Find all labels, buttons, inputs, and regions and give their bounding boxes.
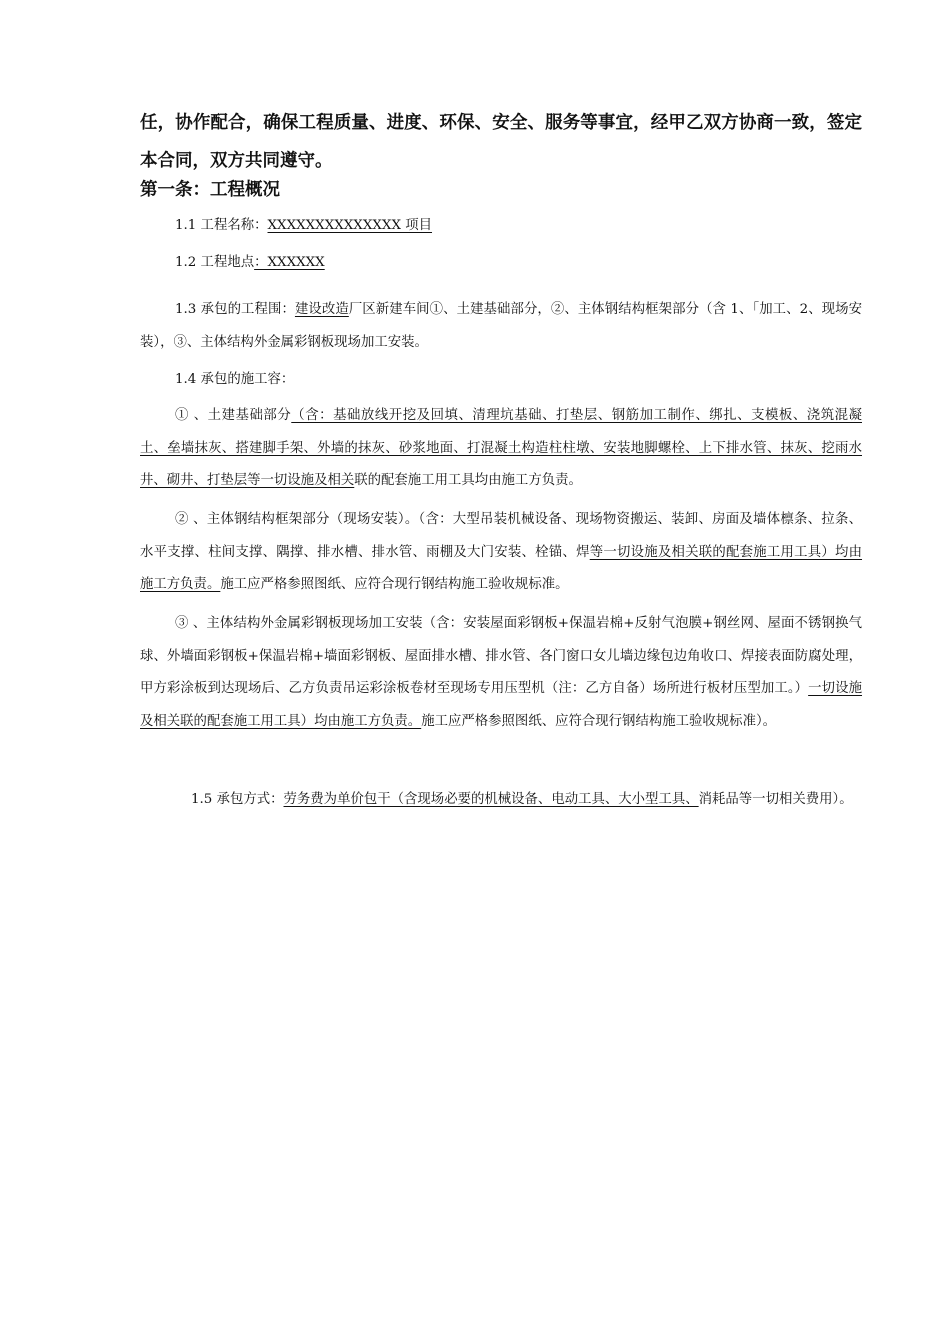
item-content-2-steel [140,504,862,602]
item-1-2-project-location [140,251,862,275]
item-1-1-project-name [140,214,862,238]
item-content-3-underlined: 一切设施及相关联的配套施工用工具）均由施工方负责。 [140,681,863,729]
item-content-1-text: 联的配套施工用工具均由施工方负责。 [354,473,582,488]
item-1-3-underlined: 建设改造 [294,302,349,317]
article-1-heading: 第一条：工程概况 [140,180,280,200]
item-content-1-underlined: （含：基础放线开挖及回填、清理坑基础、打垫层、钢筋加工制作、绑扎、支模板、浇筑混凝土、垒墙抹灰、搭建脚手架、外墙的抹灰、砂浆地面、打混凝土构造柱柱墩、安装地脚螺栓、上下排水管、抹灰、挖雨水井、砌井、打垫层等一切设施及相关 [140,408,862,488]
item-content-3-cladding [140,608,862,738]
item-content-2-text: 施工应严格参照图纸、应符合现行钢结构施工验收规标准。 [220,577,569,592]
item-1-2-label: 1.2 工程地点 [175,255,255,270]
item-content-1-civil [140,400,862,498]
item-1-3-label: 1.3 承包的工程围： [175,302,295,317]
item-1-1-label: 1.1 工程名称： [175,218,268,233]
item-1-1-value: XXXXXXXXXXXXXX 项目 [267,218,433,233]
item-content-1-lead: ① 、土建基础部分 [175,408,292,423]
item-1-4-content: 1.4 承包的施工容： [175,372,295,387]
item-content-2-lead: ② 、主体钢结构框架部分（现场安装）。（含：大型吊装机械设备、现场物资搬运、装卸、房面及墙体檩条、拉条、水平支撑、柱间支撑、隅撑、排水槽、排水管、雨棚及大门安装、栓锚、焊 [140,512,862,560]
item-content-2-underlined: 等一切设施及相关联的配套施工用工具）均由施工方负责。 [140,544,863,592]
item-1-5-contract-method [140,784,862,817]
item-content-3-text: 施工应严格参照图纸、应符合现行钢结构施工验收规标准）。 [421,713,777,729]
item-1-5-text: 消耗品等一切相关费用）。 [698,792,853,807]
item-1-3-text: 厂区新建车间①、土建基础部分，②、主体钢结构框架部分（含 1、「加工、2、现场安装），③、主体结构外金属彩钢板现场加工安装。 [140,302,863,350]
item-1-5-underlined: 劳务费为单价包干（含现场必要的机械设备、电动工具、大小型工具、 [283,792,699,807]
intro-paragraph: 任，协作配合，确保工程质量、进度、环保、安全、服务等事宜，经甲乙双方协商一致，签定本合同，双方共同遵守。 [140,113,862,171]
item-1-3-scope [140,294,862,359]
item-1-2-value: ：XXXXXX [254,255,325,270]
item-content-3-lead: ③ 、主体结构外金属彩钢板现场加工安装（含：安装屋面彩钢板+保温岩棉+反射气泡膜+钢丝网、屋面不锈钢换气球、外墙面彩钢板+保温岩棉+墙面彩钢板、屋面排水槽、排水管、各门窗口女儿墙边缘包边角收口、焊接表面防腐处理，甲方彩涂板到达现场后、乙方负责吊运彩涂板卷材至现场专用压型机（注：乙方自备）场所进行板材压型加工。） [140,616,862,696]
item-1-5-label: 1.5 承包方式： [191,792,284,807]
